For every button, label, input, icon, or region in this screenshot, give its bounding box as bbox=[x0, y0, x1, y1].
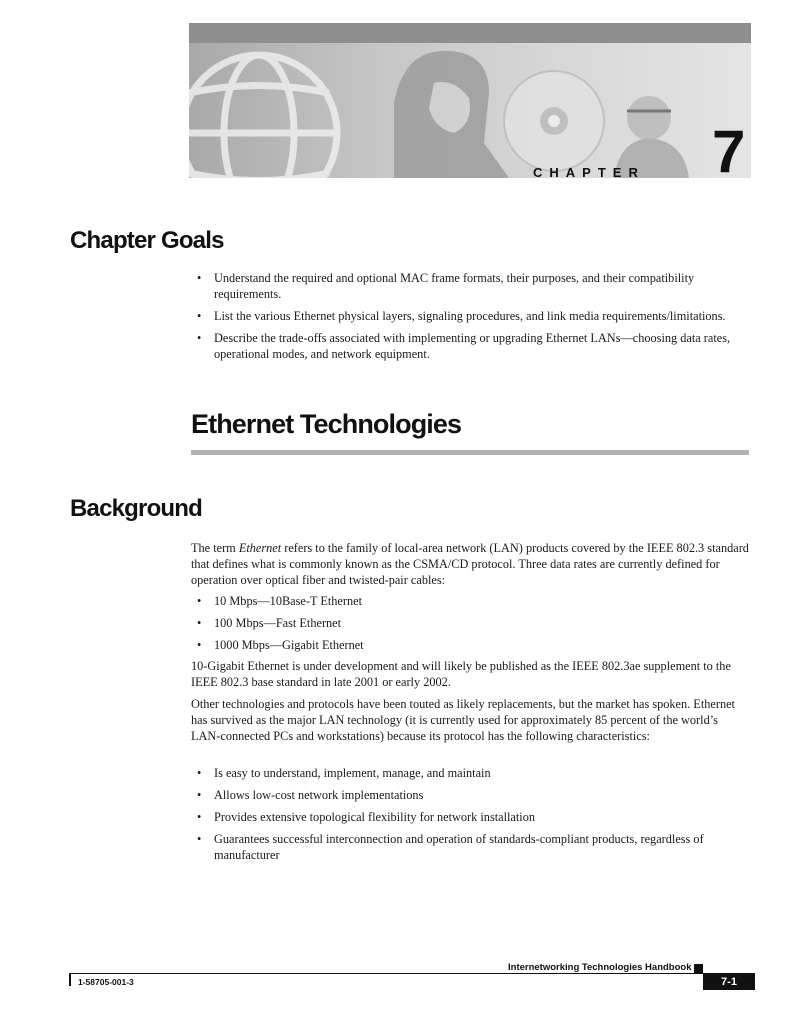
bullet-icon: • bbox=[197, 616, 202, 630]
chapter-banner-image bbox=[189, 23, 751, 178]
footer-rule bbox=[69, 973, 755, 974]
page-number: 7-1 bbox=[703, 974, 755, 990]
data-rates-list bbox=[197, 593, 750, 659]
list-item: • 10 Mbps—10Base-T Ethernet bbox=[197, 594, 362, 608]
background-heading: Background bbox=[70, 495, 203, 522]
bullet-icon: • bbox=[197, 309, 202, 323]
footer-book-title: Internetworking Technologies Handbook bbox=[508, 962, 692, 973]
market-paragraph: Other technologies and protocols have been touted as likely replacements, but the market has spoken. Ethernet has survived as the major LAN technology (it is currently used for approximately 85 percent of the world’s LAN-connected PCs and workstations) because its protocol has the following characteristics: bbox=[191, 697, 735, 743]
list-item: • 100 Mbps—Fast Ethernet bbox=[197, 616, 342, 630]
bullet-icon: • bbox=[197, 766, 202, 780]
bullet-icon: • bbox=[197, 594, 202, 608]
list-item: • Guarantees successful interconnection and operation of standards-compliant products, regardless of manufacturer bbox=[197, 832, 704, 862]
chapter-title: Ethernet Technologies bbox=[191, 409, 462, 439]
gigabit-paragraph: 10-Gigabit Ethernet is under development and will likely be published as the IEEE 802.3ae supplement to the IEEE 802.3 base standard in late 2001 or early 2002. bbox=[191, 659, 731, 689]
list-item: • Describe the trade-offs associated with implementing or upgrading Ethernet LANs—choosing data rates, operational modes, and network equipment. bbox=[197, 331, 731, 361]
ethernet-term: Ethernet bbox=[238, 541, 282, 555]
footer-tick bbox=[69, 973, 71, 986]
banner-collage-graphic bbox=[189, 23, 751, 178]
list-item: • Provides extensive topological flexibility for network installation bbox=[197, 810, 536, 824]
bullet-icon: • bbox=[197, 331, 202, 345]
globe-graphic bbox=[189, 55, 337, 178]
list-item: • 1000 Mbps—Gigabit Ethernet bbox=[197, 638, 364, 652]
bullet-icon: • bbox=[197, 788, 202, 802]
chapter-number: 7 bbox=[712, 118, 746, 185]
list-item: • Allows low-cost network implementations bbox=[197, 788, 424, 802]
chapter-goals-list bbox=[197, 270, 750, 368]
chapter-label: CHAPTER bbox=[533, 165, 645, 180]
bullet-icon: • bbox=[197, 832, 202, 846]
footer-isbn: 1-58705-001-3 bbox=[78, 977, 134, 987]
title-rule bbox=[191, 450, 749, 455]
disc-graphic bbox=[504, 71, 604, 171]
chapter-goals-heading: Chapter Goals bbox=[70, 227, 224, 254]
bullet-icon: • bbox=[197, 638, 202, 652]
footer-marker bbox=[694, 964, 703, 973]
list-item: • Is easy to understand, implement, manage, and maintain bbox=[197, 766, 491, 780]
characteristics-list bbox=[197, 765, 750, 869]
bullet-icon: • bbox=[197, 810, 202, 824]
list-item: • List the various Ethernet physical layers, signaling procedures, and link media requirements/limitations. bbox=[197, 309, 726, 323]
bullet-icon: • bbox=[197, 271, 202, 285]
person-silhouette-graphic bbox=[394, 51, 509, 178]
background-intro-paragraph: The term Ethernet refers to the family of local-area network (LAN) products covered by the IEEE 802.3 standard that defines what is commonly known as the CSMA/CD protocol. Three data rates are currently defined for operation over optical fiber and twisted-pair cables: bbox=[191, 541, 749, 587]
list-item: • Understand the required and optional MAC frame formats, their purposes, and their compatibility requirements. bbox=[197, 271, 695, 301]
